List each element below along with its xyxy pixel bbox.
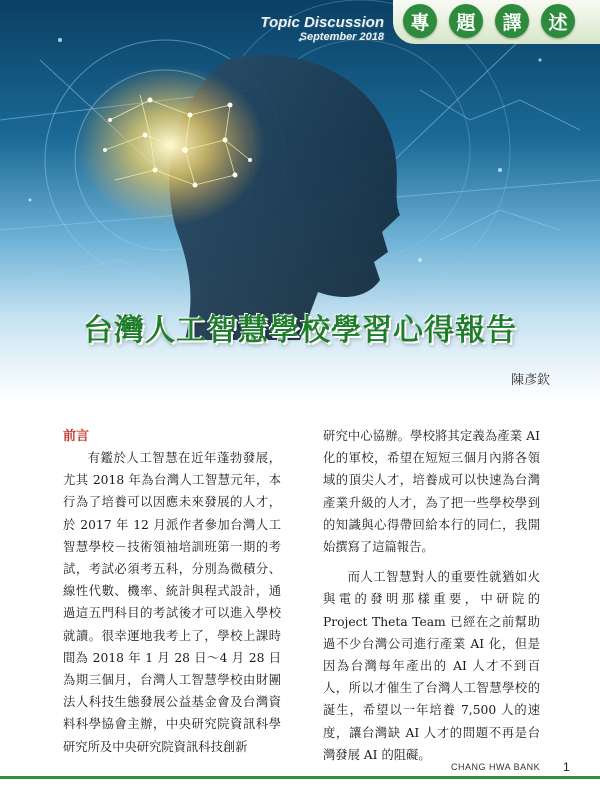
footer-bank-name: CHANG HWA BANK — [451, 762, 541, 772]
badge-char: 題 — [449, 4, 483, 38]
article-author: 陳彥欽 — [510, 373, 550, 388]
section-badge — [403, 4, 575, 38]
body-paragraph: 有鑑於人工智慧在近年蓬勃發展，尤其 2018 年為台灣人工智慧元年，本行為了培養可以因應未來發展的人才，於 2017 年 12 月派作者參加台灣人工智慧學校－技術領袖培訓班第一期的考試，考試必須考五科，分別為微積分、線性代數、機率、統計與程式設計，通過這五門科目的考試後才可以進入學校就讀。很幸運地我考上了，學校上課時間為 2018 年 1 月 28 日～4 月 28 日為期三個月，台灣人工智慧學校由財團法人科技生態發展公益基金會及台灣資料科學協會主辦，中央研究院資訊科學研究所及中央研究院資訊科技創新 — [63, 451, 281, 754]
page-number: 1 — [563, 760, 570, 774]
body-paragraph: 而人工智慧對人的重要性就猶如火與電的發明那樣重要，中研院的 Project Theta Team 已經在之前幫助過不少台灣公司進行產業 AI 化，但是因為台灣每年產出的 AI 人才不到百人，所以才催生了台灣人工智慧學校的誕生，希望以一年培養 7,500 人的速度，讓台灣缺 AI 人才的問題不再是台灣發展 AI 的阻礙。 — [323, 570, 540, 762]
article-title: 台灣人工智慧學校學習心得報告 — [83, 313, 517, 348]
badge-char: 述 — [541, 4, 575, 38]
topic-header — [224, 15, 384, 43]
section-heading: 前言 — [63, 429, 90, 444]
body-column-right — [323, 425, 540, 766]
badge-char: 譯 — [495, 4, 529, 38]
body-paragraph-continued: 研究中心協辦。學校將其定義為產業 AI 化的軍校，希望在短短三個月內將各領域的頂尖人才，培養成可以快速為台灣產業升級的人才，為了把一些學校學到的知識與心得帶回給本行的同仁，我開始撰寫了這篇報告。 — [323, 429, 540, 555]
topic-label: Topic Discussion — [260, 14, 384, 31]
badge-char: 專 — [403, 4, 437, 38]
issue-date: September 2018 — [299, 31, 384, 43]
body-column-left — [63, 447, 281, 758]
footer-rule — [0, 776, 600, 779]
